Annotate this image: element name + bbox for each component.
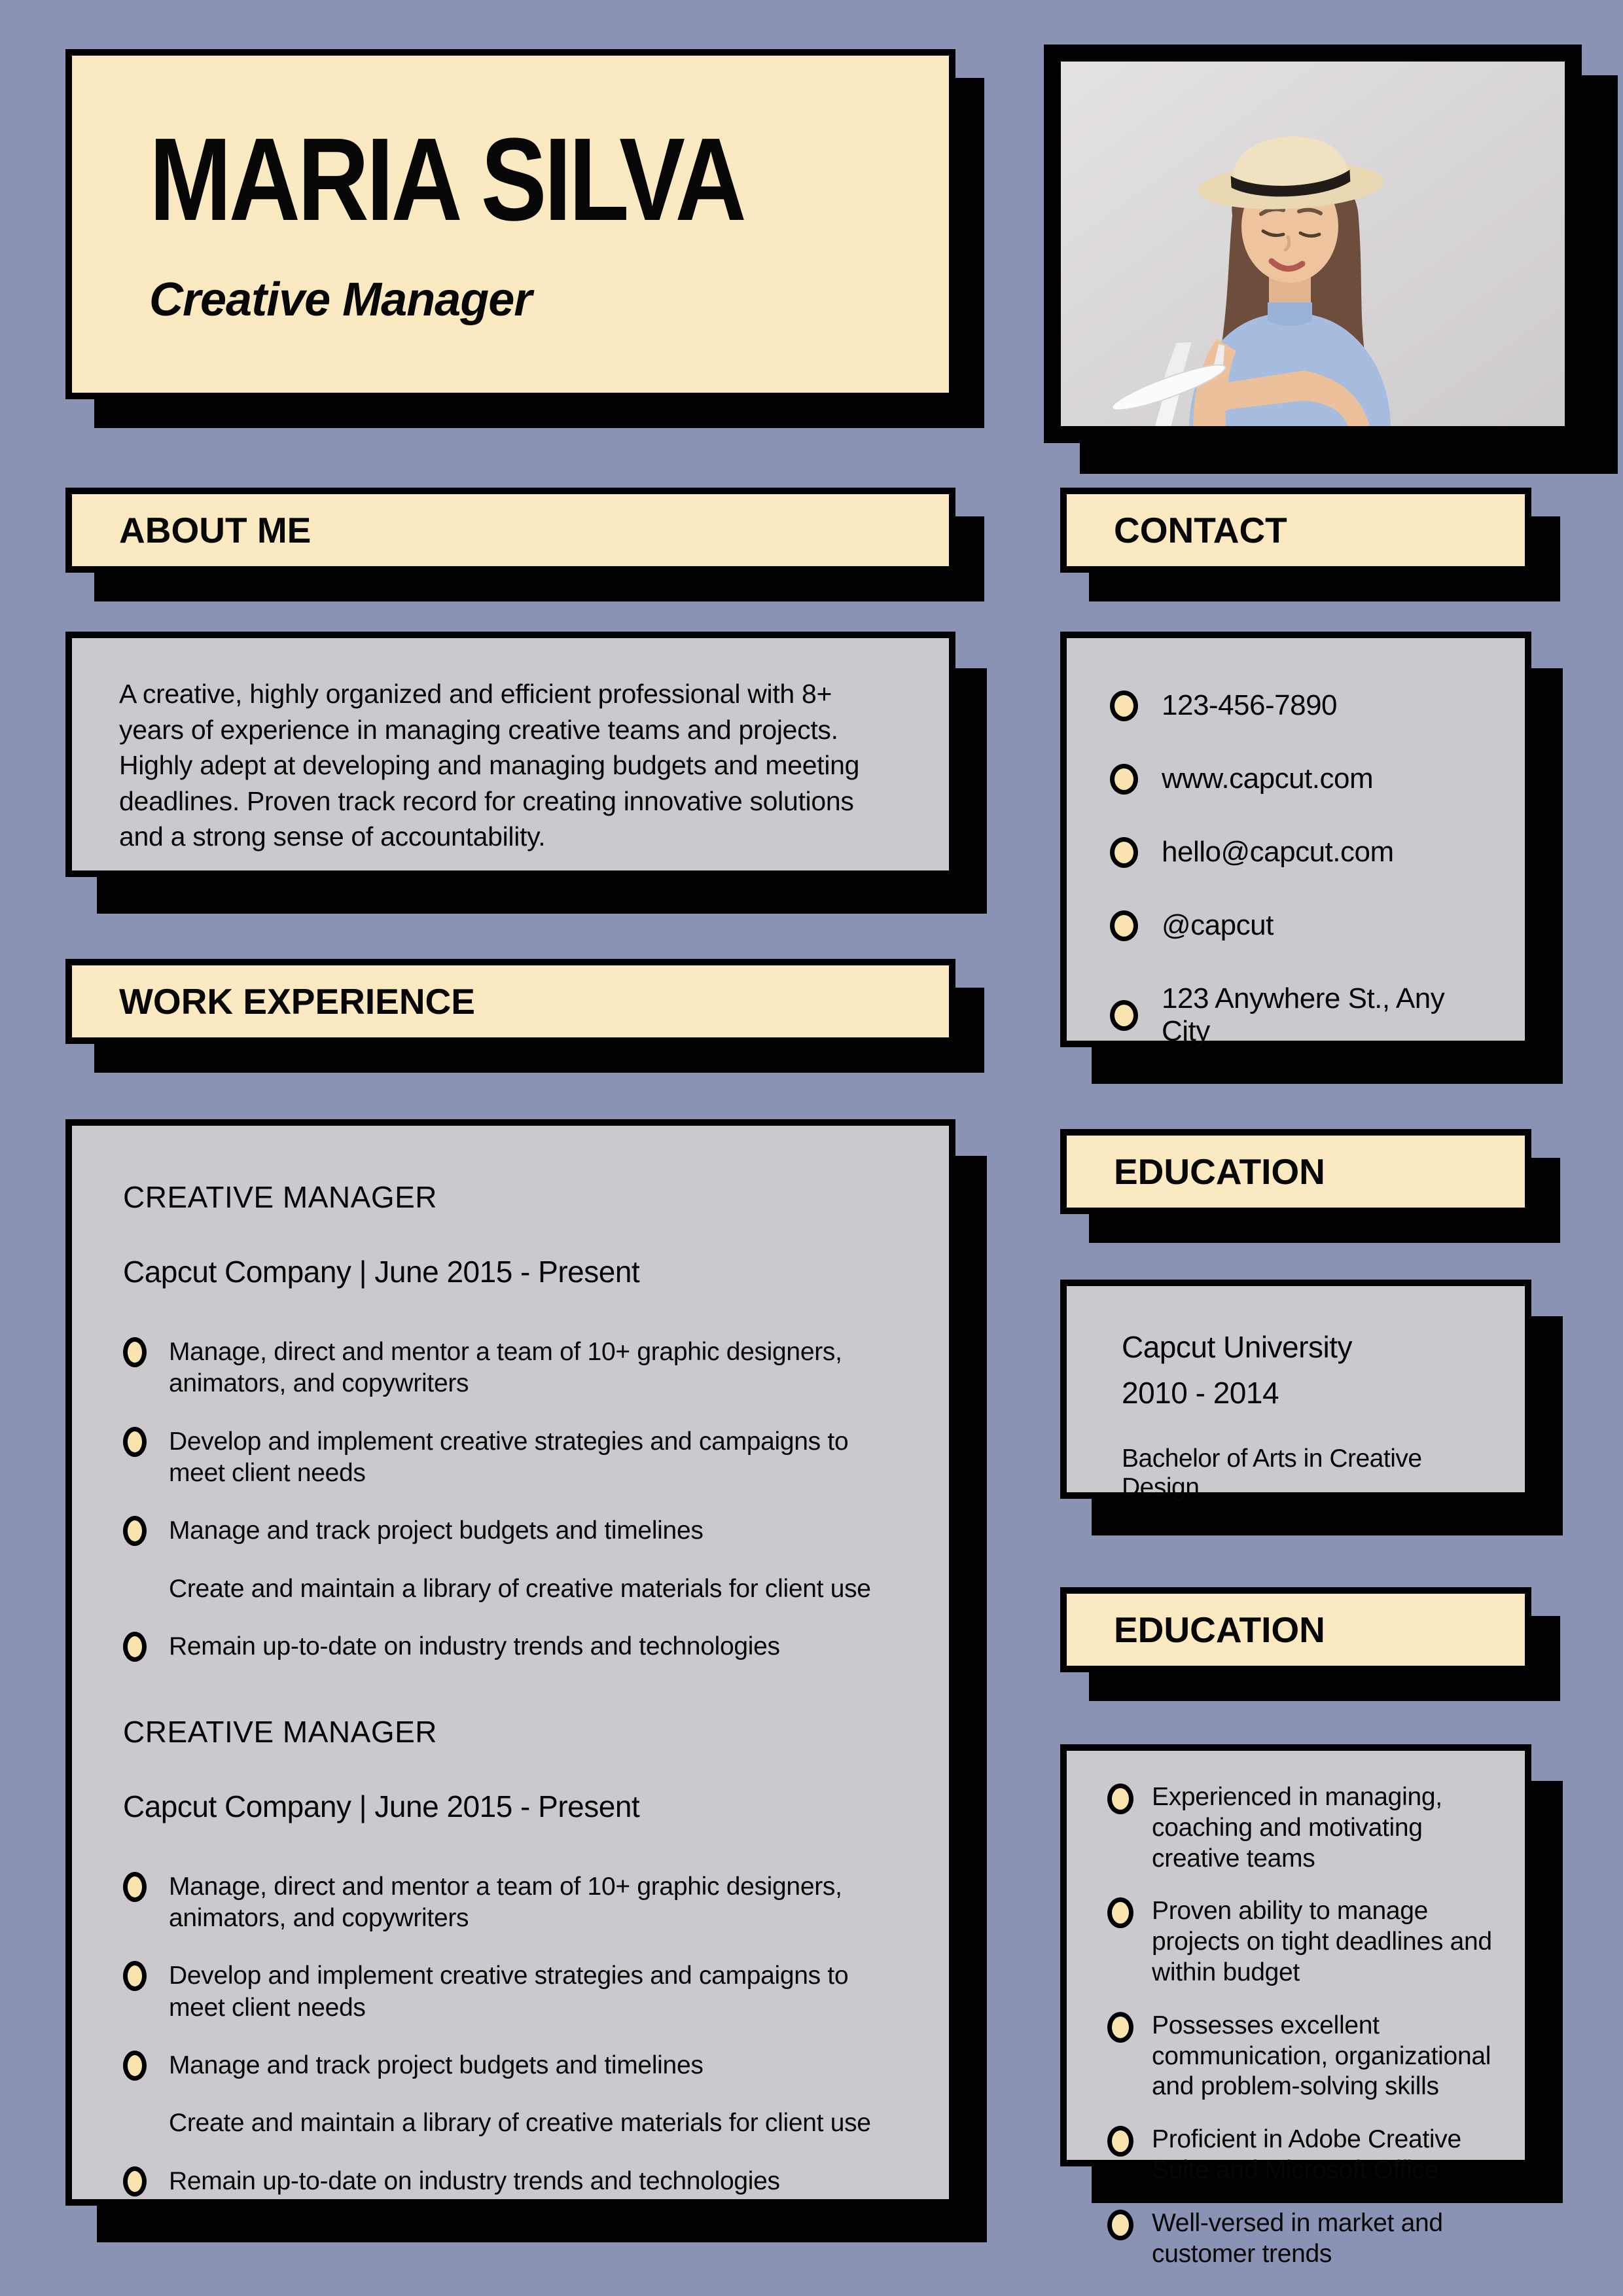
bullet-circle-icon [123, 2051, 147, 2081]
job-company-dates: Capcut Company | June 2015 - Present [123, 1255, 640, 1289]
person-job-title: Creative Manager [149, 274, 532, 326]
bullet-text: Develop and implement creative strategies and campaigns to meet client needs [169, 1427, 849, 1488]
website-url: www.capcut.com [1162, 762, 1374, 795]
bullet-item [123, 2166, 903, 2197]
job-role: CREATIVE MANAGER [123, 1180, 437, 1214]
job-bullet-list [123, 1336, 903, 1663]
bullet-item [123, 1426, 903, 1490]
street-address: 123 Anywhere St., Any City [1162, 982, 1445, 1047]
bullet-circle-icon [1110, 837, 1138, 868]
skills-list [1107, 1782, 1503, 2269]
bullet-circle-icon [1107, 2210, 1133, 2240]
skills-heading: EDUCATION [1114, 1609, 1325, 1650]
bullet-item [123, 1871, 903, 1935]
portrait-illustration [1061, 62, 1565, 426]
about-section-header [65, 488, 955, 573]
phone-number: 123-456-7890 [1162, 689, 1338, 721]
contact-section-header [1060, 488, 1531, 573]
email-address: hello@capcut.com [1162, 836, 1394, 868]
bullet-text: Manage and track project budgets and timelines [169, 1516, 704, 1545]
contact-item-phone [1110, 689, 1499, 722]
about-panel [65, 632, 955, 877]
bullet-text: Manage and track project budgets and timelines [169, 2051, 704, 2079]
education-degree: Bachelor of Arts in Creative Design [1122, 1444, 1422, 1501]
work-section-header [65, 959, 955, 1044]
bullet-text: Manage, direct and mentor a team of 10+ graphic designers, animators, and copywriters [169, 1872, 842, 1932]
contact-heading: CONTACT [1114, 510, 1287, 550]
skill-text: Experienced in managing, coaching and motivating creative teams [1152, 1783, 1442, 1873]
job-bullet-list [123, 1871, 903, 2198]
skills-panel [1060, 1744, 1531, 2268]
education-section-header [1060, 1129, 1531, 1214]
bullet-item [123, 1960, 903, 2024]
bullet-circle-icon [123, 1427, 147, 1457]
job-entry [123, 1179, 903, 1663]
contact-list [1110, 689, 1499, 1048]
work-heading: WORK EXPERIENCE [119, 981, 475, 1022]
education-panel [1060, 1280, 1531, 1499]
bullet-text: Create and maintain a library of creative materials for client use [169, 1574, 871, 1603]
about-heading: ABOUT ME [119, 510, 312, 550]
education-years: 2010 - 2014 [1122, 1376, 1279, 1410]
skill-text: Proven ability to manage projects on tight deadlines and within budget [1152, 1897, 1492, 1986]
skill-item [1107, 1782, 1503, 1874]
contact-item-social [1110, 909, 1499, 942]
education-school: Capcut University [1122, 1330, 1352, 1364]
bullet-text: Develop and implement creative strategies and campaigns to meet client needs [169, 1962, 849, 2022]
bullet-text: Remain up-to-date on industry trends and technologies [169, 2166, 780, 2195]
skill-item [1107, 2011, 1503, 2102]
bullet-text: Remain up-to-date on industry trends and technologies [169, 1632, 780, 1661]
bullet-circle-icon [1107, 1897, 1133, 1928]
bullet-circle-icon [1110, 764, 1138, 795]
contact-item-address [1110, 982, 1499, 1048]
contact-panel [1060, 632, 1531, 1047]
bullet-item [123, 1515, 903, 1547]
bullet-circle-icon [123, 1632, 147, 1662]
bullet-circle-icon [1107, 1784, 1133, 1814]
profile-photo [1044, 45, 1582, 443]
job-entry [123, 1714, 903, 2198]
skills-section-header [1060, 1587, 1531, 1672]
bullet-text: Create and maintain a library of creative materials for client use [169, 2109, 871, 2138]
bullet-circle-icon [1110, 910, 1138, 941]
bullet-item [123, 1573, 903, 1605]
bullet-item [123, 2108, 903, 2139]
bullet-item [123, 1631, 903, 1662]
skill-item [1107, 1896, 1503, 1988]
social-handle: @capcut [1162, 909, 1274, 941]
bullet-circle-icon [123, 2166, 147, 2197]
bullet-item [123, 1336, 903, 1400]
work-panel [65, 1119, 955, 2206]
person-name: MARIA SILVA [149, 114, 744, 245]
bullet-circle-icon [123, 1516, 147, 1546]
education-heading: EDUCATION [1114, 1151, 1325, 1192]
contact-item-website [1110, 762, 1499, 795]
about-text: A creative, highly organized and efficient professional with 8+ years of experience in managing creative teams and projects. Highly adept at developing and managing budgets and meeting deadlines. Proven track record for creating innovative solutions and a strong sense of accountability. [119, 679, 860, 852]
contact-item-email [1110, 836, 1499, 869]
skill-item [1107, 2125, 1503, 2186]
bullet-text: Manage, direct and mentor a team of 10+ graphic designers, animators, and copywriters [169, 1338, 842, 1398]
bullet-circle-icon [1107, 2012, 1133, 2043]
skill-item [1107, 2208, 1503, 2270]
skill-text: Proficient in Adobe Creative Suite and Microsoft Office [1152, 2125, 1461, 2184]
bullet-item [123, 2050, 903, 2081]
name-header-panel [65, 49, 955, 399]
bullet-circle-icon [123, 1961, 147, 1991]
bullet-circle-icon [1110, 691, 1138, 721]
job-role: CREATIVE MANAGER [123, 1714, 437, 1749]
bullet-circle-icon [1107, 2126, 1133, 2157]
bullet-circle-icon [123, 1872, 147, 1902]
bullet-circle-icon [123, 1337, 147, 1367]
job-company-dates: Capcut Company | June 2015 - Present [123, 1789, 640, 1823]
skill-text: Well-versed in market and customer trends [1152, 2208, 1443, 2268]
skill-text: Possesses excellent communication, organizational and problem-solving skills [1152, 2011, 1491, 2101]
bullet-circle-icon [1110, 1000, 1138, 1031]
